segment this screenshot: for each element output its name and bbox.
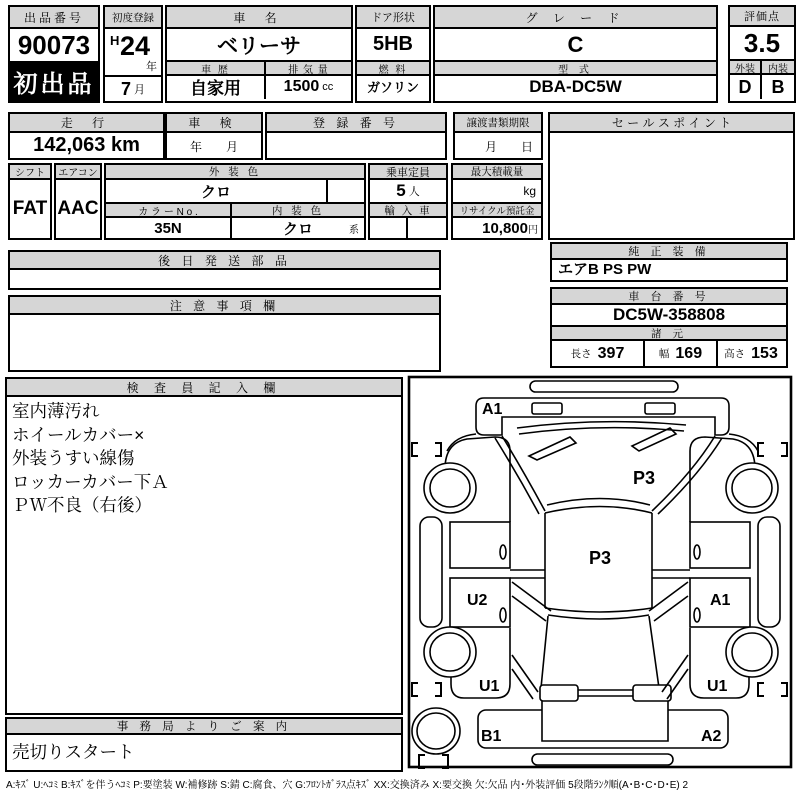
damage-label-right-quarter: U1 (707, 678, 728, 695)
aircon-label: エアコン (56, 165, 100, 180)
mileage-block (8, 112, 165, 160)
width-value: 169 (675, 344, 703, 362)
exterior-grade: D (730, 75, 762, 99)
length-label: 長さ (570, 348, 592, 360)
history-label: 車 歴 (167, 62, 264, 76)
transfer-deadline-value: 月 日 (484, 140, 533, 154)
door-fuel-block (355, 5, 431, 103)
damage-label-left-door: U2 (467, 592, 488, 609)
height-value: 153 (751, 344, 778, 362)
tailgate-fill (542, 695, 668, 741)
registration-no-value (267, 133, 445, 158)
registration-no-block (265, 112, 447, 160)
office-value: 売切りスタート (12, 742, 135, 762)
shift-value: FAT (12, 198, 48, 219)
displacement-label: 排 気 量 (266, 62, 351, 76)
cautions-value (10, 315, 439, 370)
cautions-label: 注 意 事 項 欄 (10, 297, 439, 315)
later-parts-value (10, 270, 439, 288)
car-name: ベリーサ (167, 29, 351, 62)
score-label: 評価点 (730, 7, 794, 27)
door-value: 5HB (357, 29, 429, 62)
capacity-label: 乗車定員 (370, 165, 446, 180)
damage-label-windshield: P3 (633, 468, 656, 488)
year: 24 (120, 31, 151, 61)
wheel-front-right (732, 469, 772, 507)
spare-tire (417, 713, 455, 749)
inspector-note-line: 室内薄汚れ (12, 401, 100, 421)
recycle-label: リサイクル預託金 (453, 204, 541, 218)
capacity-import-block (368, 163, 448, 240)
length-value: 397 (597, 344, 625, 362)
model-code-label: 型 式 (435, 62, 716, 76)
first-listing-badge: 初出品 (10, 61, 98, 101)
displacement-value (266, 76, 351, 97)
interior-grade: B (771, 76, 785, 97)
inspection-block (165, 112, 263, 160)
interior-color-unit: 系 (349, 225, 359, 236)
recycle-unit: 円 (528, 224, 538, 236)
grade-label: グ レ ー ド (435, 7, 716, 29)
later-parts-label: 後 日 発 送 部 品 (10, 252, 439, 270)
displacement-unit: cc (322, 80, 334, 93)
history-value: 自家用 (189, 79, 241, 97)
cautions-block (8, 295, 441, 372)
transfer-deadline-label: 譲渡書類期限 (455, 114, 541, 133)
width-label: 幅 (658, 348, 670, 360)
damage-label-left-quarter: U1 (479, 678, 500, 695)
door-front-right (690, 522, 750, 568)
spec-length (552, 341, 645, 366)
exterior-color-label: 外 装 色 (106, 165, 364, 180)
inspector-note-line: ロッカーカバー下Ａ (12, 471, 169, 492)
chassis-value: DC5W-358808 (552, 305, 786, 327)
recycle-value (453, 218, 541, 238)
office-label: 事 務 局 よ り ご 案 内 (7, 719, 401, 735)
inspector-label: 検 査 員 記 入 欄 (7, 379, 401, 397)
import-cell-left (370, 218, 408, 238)
month: 7 (120, 78, 131, 99)
taillight-left (540, 685, 578, 701)
damage-label-right-door: A1 (710, 592, 731, 609)
first-registration-label: 初度登録 (105, 7, 161, 29)
wheel-rear-left (430, 633, 470, 671)
recycle-amount: 10,800 (482, 219, 528, 237)
model-code-value: DBA-DC5W (529, 76, 622, 96)
capacity-value (370, 180, 446, 204)
inspector-note-line: ホイールカバー× (12, 424, 145, 445)
color-no-value: 35N (106, 218, 232, 238)
damage-label-rear-bumper-right: A2 (701, 728, 722, 745)
wheel-rear-right (732, 633, 772, 671)
later-parts-block (8, 250, 441, 290)
interior-label: 内装 (762, 61, 794, 73)
spec-width (645, 341, 718, 366)
grade-model-block (433, 5, 718, 103)
max-load-unit: kg (523, 184, 536, 198)
sales-point-label: セ ー ル ス ポ イ ン ト (550, 114, 793, 133)
colors-block (104, 163, 366, 240)
legend-text: A:ｷｽﾞ U:ﾍｺﾐ B:ｷｽﾞを伴うﾍｺﾐ P:要塗装 W:補修跡 S:錆 C:腐食、穴 G:ﾌﾛﾝﾄｶﾞﾗｽ点ｷｽﾞ XX:交換済み X:要交換 欠:欠品 内･外装評価 5段階ﾗﾝｸ順(A･B･C･D･E) 2 (6, 780, 689, 791)
inspector-notes (7, 397, 401, 521)
spec-height (718, 341, 784, 366)
inspection-value: 年 月 (189, 140, 238, 154)
exterior-color-sub (328, 180, 364, 202)
score-value: 3.5 (730, 27, 794, 61)
interior-color-value (232, 218, 364, 238)
chassis-block (550, 287, 788, 368)
door-label: ドア形状 (357, 7, 429, 29)
car-name-block (165, 5, 353, 103)
equipment-label: 純 正 装 備 (552, 244, 786, 260)
first-registration-month (105, 75, 161, 101)
height-label: 高さ (724, 348, 746, 360)
transfer-deadline-block (453, 112, 543, 160)
office-block (5, 717, 403, 772)
capacity-number: 5 (396, 181, 406, 200)
aircon-value: AAC (57, 198, 99, 219)
lot-number: 90073 (17, 29, 91, 60)
grade-value: C (435, 29, 716, 62)
door-front-left (450, 522, 510, 568)
load-recycle-block (451, 163, 543, 240)
damage-label-front-bumper: A1 (482, 401, 503, 418)
mileage-label: 走 行 (10, 114, 163, 133)
first-registration-block (103, 5, 163, 103)
interior-color-label: 内 装 色 (232, 204, 364, 216)
displacement-number: 1500 (283, 77, 320, 95)
inspector-note-line: 外装うすい線傷 (12, 448, 135, 468)
import-cell-right (408, 218, 446, 238)
fuel-label: 燃 料 (357, 62, 429, 76)
wheel-front-left (430, 469, 470, 507)
max-load-value (453, 180, 541, 204)
exterior-color-value: クロ (106, 180, 328, 202)
inspection-label: 車 検 (167, 114, 261, 133)
sales-point-value (550, 133, 793, 238)
lot-block (8, 5, 100, 103)
registration-no-label: 登 録 番 号 (267, 114, 445, 133)
interior-color-text: クロ (282, 220, 313, 238)
shift-label: シフト (10, 165, 50, 180)
equipment-value: エアB PS PW (558, 261, 652, 278)
car-damage-diagram (405, 375, 795, 770)
mileage-value: 142,063 km (33, 134, 140, 156)
sales-point-block (548, 112, 795, 240)
inspector-block (5, 377, 403, 715)
score-block (728, 5, 796, 103)
shift-block (8, 163, 52, 240)
color-no-label: カ ラ ー N o . (106, 204, 232, 216)
exterior-label: 外装 (730, 61, 762, 73)
aircon-block (54, 163, 102, 240)
first-registration-year (105, 29, 161, 75)
damage-label-roof: P3 (589, 548, 612, 568)
car-name-label: 車 名 (167, 7, 351, 29)
inspector-note-line: ＰＷ不良（右後） (12, 495, 152, 515)
damage-label-rear-bumper-left: B1 (481, 728, 502, 745)
max-load-label: 最大積載量 (453, 165, 541, 180)
capacity-unit: 人 (408, 186, 420, 198)
era: H (110, 33, 120, 48)
lot-label: 出品番号 (10, 7, 98, 29)
fuel-value: ガソリン (366, 80, 419, 95)
equipment-block (550, 242, 788, 282)
import-label: 輸 入 車 (370, 204, 446, 218)
year-unit: 年 (146, 61, 157, 73)
specs-label: 諸 元 (552, 327, 786, 341)
month-unit: 月 (134, 84, 145, 96)
chassis-label: 車 台 番 号 (552, 289, 786, 305)
